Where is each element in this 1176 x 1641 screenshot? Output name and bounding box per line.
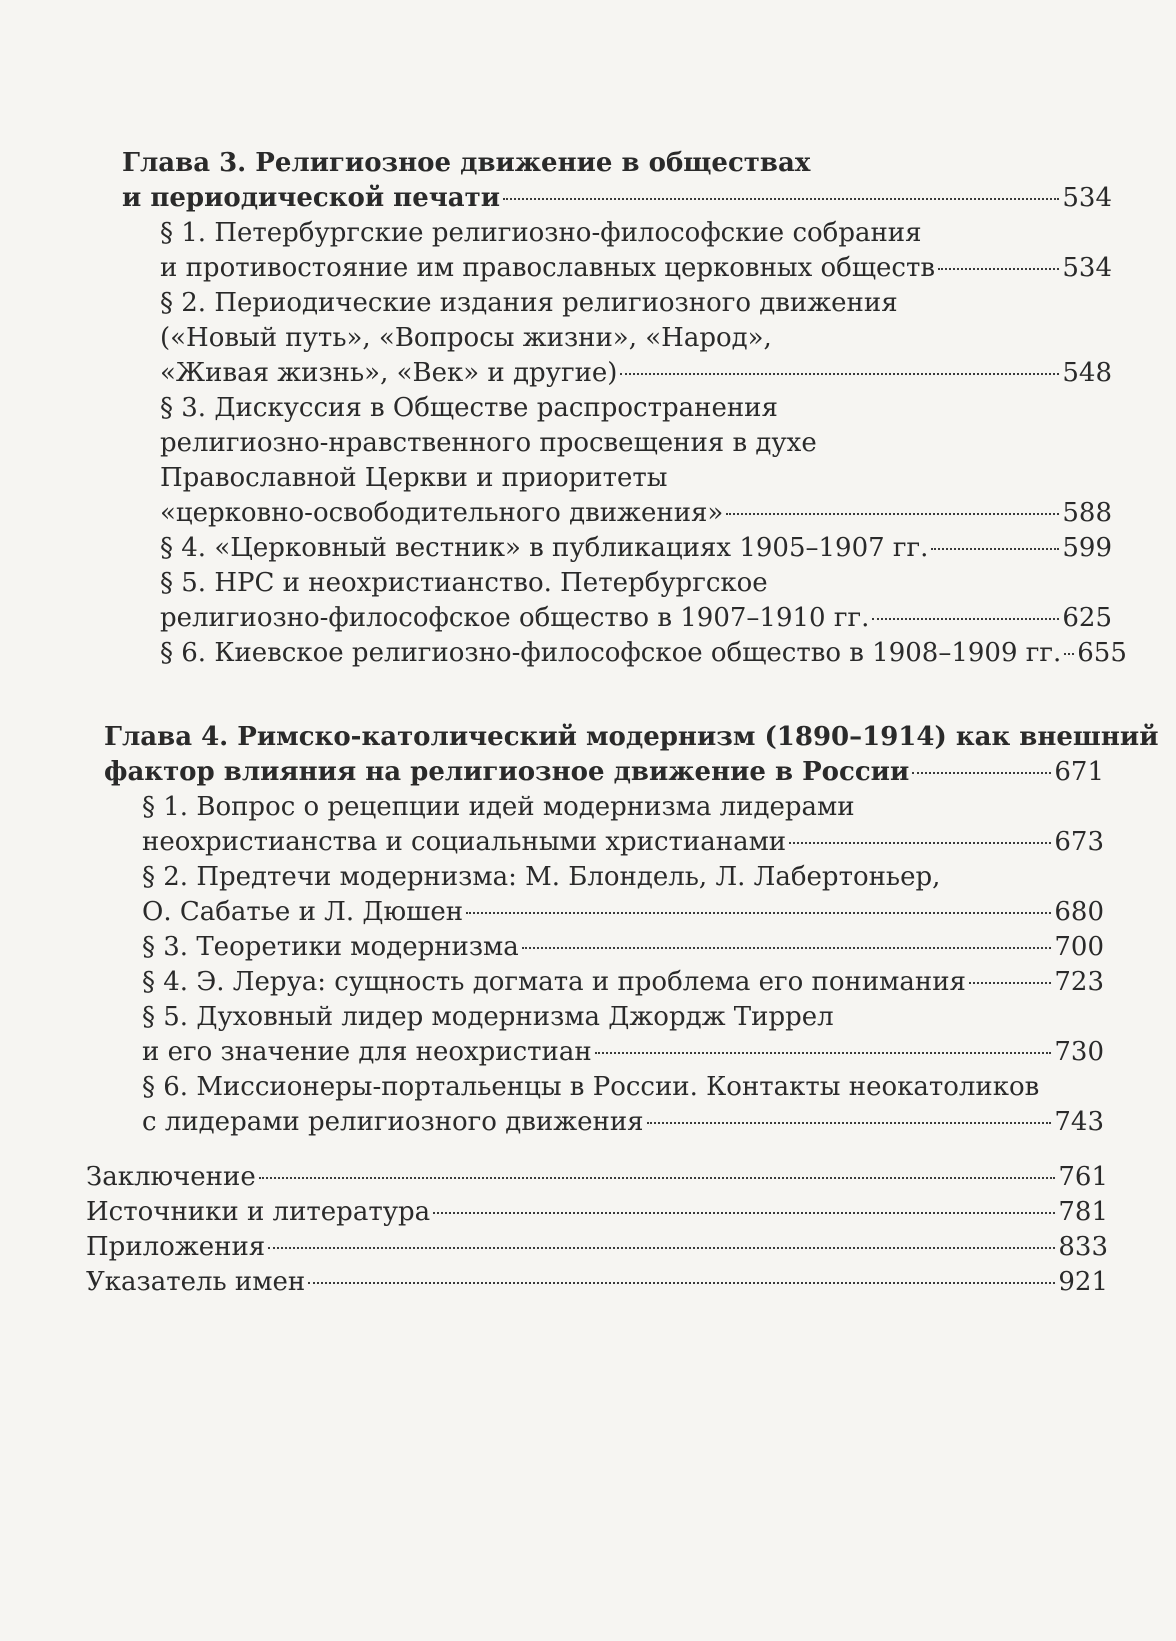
leader-dots: [647, 1122, 1052, 1124]
page-number: 723: [1054, 967, 1104, 997]
chapter-3-title-line2: и периодической печати 534: [122, 181, 1112, 216]
section-4-4: § 4. Э. Леруа: сущность догмата и проблема его понимания 723: [104, 965, 1104, 1000]
toc-entry-name-index: Указатель имен 921: [86, 1265, 1108, 1300]
section-4-3: § 3. Теоретики модернизма 700: [104, 930, 1104, 965]
page-number: 761: [1058, 1162, 1108, 1192]
page-number: 730: [1054, 1037, 1104, 1067]
leader-dots: [789, 842, 1051, 844]
section-4-2: § 2. Предтечи модернизма: М. Блондель, Л. Лабертоньер, О. Сабатье и Л. Дюшен 680: [104, 860, 1104, 930]
page-number: 781: [1058, 1197, 1108, 1227]
section-3-3: § 3. Дискуссия в Обществе распространения религиозно-нравственного просвещения в духе Православной Церкви и приоритеты «церковно-освободительного движения» 588: [122, 391, 1112, 531]
page-number: 625: [1062, 603, 1112, 633]
section-3-1: § 1. Петербургские религиозно-философские собрания и противостояние им православных церковных обществ 534: [122, 216, 1112, 286]
chapter-3-block: [122, 146, 1127, 671]
page-number: 671: [1054, 757, 1104, 787]
toc-entry-appendices: Приложения 833: [86, 1230, 1108, 1265]
toc-entry-sources: Источники и литература 781: [86, 1195, 1108, 1230]
toc-entry-conclusion: Заключение 761: [86, 1160, 1108, 1195]
section-3-5: § 5. НРС и неохристианство. Петербургское религиозно-философское общество в 1907–1910 гг. 625: [122, 566, 1112, 636]
leader-dots: [433, 1212, 1055, 1214]
page-number: 534: [1062, 253, 1112, 283]
chapter-4-title-line1: Глава 4. Римско-католический модернизм (1890–1914) как внешний: [104, 722, 1159, 752]
page-number: 833: [1058, 1232, 1108, 1262]
leader-dots: [503, 198, 1059, 200]
page-number: 599: [1062, 533, 1112, 563]
section-3-2: § 2. Периодические издания религиозного движения («Новый путь», «Вопросы жизни», «Народ», «Живая жизнь», «Век» и другие) 548: [122, 286, 1112, 391]
leader-dots: [466, 912, 1051, 914]
section-3-6: § 6. Киевское религиозно-философское общество в 1908–1909 гг. 655: [122, 636, 1112, 671]
leader-dots: [938, 268, 1059, 270]
leader-dots: [268, 1247, 1055, 1249]
page-number: 588: [1062, 498, 1112, 528]
leader-dots: [872, 618, 1059, 620]
page-number: 743: [1054, 1107, 1104, 1137]
section-4-6: § 6. Миссионеры-портальенцы в России. Контакты неокатоликов с лидерами религиозного движения 743: [104, 1070, 1104, 1140]
leader-dots: [522, 947, 1052, 949]
section-3-4: § 4. «Церковный вестник» в публикациях 1905–1907 гг. 599: [122, 531, 1112, 566]
leader-dots: [969, 982, 1051, 984]
leader-dots: [620, 373, 1059, 375]
page-number: 680: [1054, 897, 1104, 927]
chapter-4-title-line2: фактор влияния на религиозное движение в России 671: [104, 755, 1104, 790]
leader-dots: [912, 772, 1051, 774]
page-number: 548: [1062, 358, 1112, 388]
page-number: 673: [1054, 827, 1104, 857]
section-4-1: § 1. Вопрос о рецепции идей модернизма лидерами неохристианства и социальными христианами 673: [104, 790, 1104, 860]
back-matter-block: [86, 1160, 1108, 1300]
page-number: 655: [1077, 638, 1127, 668]
page-number: 534: [1062, 183, 1112, 213]
page-number: 700: [1054, 932, 1104, 962]
leader-dots: [726, 513, 1059, 515]
chapter-3-title-line1: Глава 3. Религиозное движение в обществах: [122, 148, 811, 178]
leader-dots: [595, 1052, 1052, 1054]
leader-dots: [308, 1282, 1055, 1284]
leader-dots: [1064, 653, 1074, 655]
section-4-5: § 5. Духовный лидер модернизма Джордж Тиррел и его значение для неохристиан 730: [104, 1000, 1104, 1070]
leader-dots: [931, 548, 1059, 550]
page-number: 921: [1058, 1267, 1108, 1297]
leader-dots: [259, 1177, 1056, 1179]
chapter-4-block: [104, 720, 1159, 1140]
